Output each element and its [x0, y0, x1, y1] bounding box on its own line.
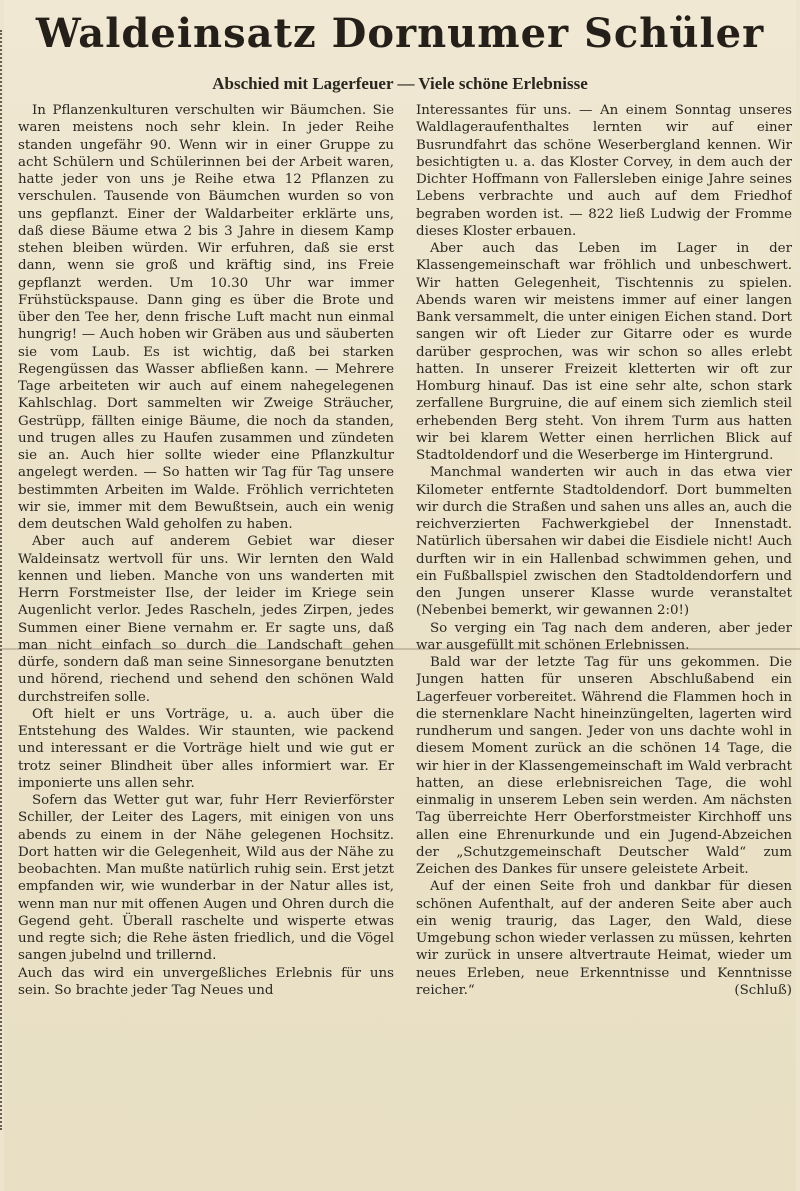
right-column: [416, 102, 792, 1182]
subheadline: Abschied mit Lagerfeuer — Viele schöne Erlebnisse: [212, 74, 588, 93]
paragraph: Aber auch das Leben im Lager in der Klassengemeinschaft war fröhlich und unbeschwert. Wir hatten Gelegenheit, Tischtennis zu spielen. Abends waren wir meistens immer auf einer langen Bank versammelt, die unter einigen Eichen stand. Dort sangen wir oft Lieder zur Gitarre oder es wurde darüber gesprochen, was wir schon so alles erlebt hatten. In unserer Freizeit kletterten wir oft zur Homburg hinauf. Das ist eine sehr alte, schon stark zerfallene Burgruine, die auf einem sich ziemlich steil erhebenden Berg steht. Von ihrem Turm aus hatten wir bei klarem Wetter einen herrlichen Blick auf Stadtoldendorf und die Weserberge im Hintergrund.: [416, 241, 792, 463]
paragraph: Auf der einen Seite froh und dankbar für diesen schönen Aufenthalt, auf der anderen Seite aber auch ein wenig traurig, das Lager, den Wald, diese Umgebung schon wieder verlassen zu müssen, kehrten wir zurück in unsere altvertraute Heimat, wieder um neues Erleben, neue Erkenntnisse und Kenntnisse reicher.“: [416, 879, 792, 998]
paragraph: Aber auch auf anderem Gebiet war dieser Waldeinsatz wertvoll für uns. Wir lernten den Wald kennen und lieben. Manche von uns wanderten mit Herrn Forstmeister Ilse, der leider im Kriege sein Augenlicht verlor. Jedes Rascheln, jedes Zirpen, jedes Summen einer Biene vernahm er. Er sagte uns, daß man nicht einfach so durch die Landschaft gehen dürfe, sondern daß man seine Sinnesorgane benutzten und hörend, riechend und sehend den schönen Wald durchstreifen solle.: [18, 534, 394, 705]
paragraph: Bald war der letzte Tag für uns gekommen. Die Jungen hatten für unseren Abschlußabend ein Lagerfeuer vorbereitet. Während die Flammen hoch in die sternenklare Nacht hineinzüngelten, lagerten wird rundherum und sangen. Jeder von uns dachte wohl in diesem Moment zurück an die schönen 14 Tage, die wir hier in der Klassengemeinschaft im Wald verbracht hatten, an diese erlebnisreichen Tage, die wohl einmalig in unserem Leben sein werden. Am nächsten Tag überreichte Herr Oberforstmeister Kirchhoff uns allen eine Ehrenurkunde und ein Jugend-Abzeichen der „Schutzgemeinschaft Deutscher Wald“ zum Zeichen des Dankes für unsere geleistete Arbeit.: [416, 655, 792, 877]
paragraph: Interessantes für uns. — An einem Sonntag unseres Waldlageraufenthaltes lernten wir auf einer Busrundfahrt das schöne Weserbergland kennen. Wir besichtigten u. a. das Kloster Corvey, in dem auch der Dichter Hoffmann von Fallersleben einige Jahre seines Lebens verbrachte und auch auf dem Friedhof begraben worden ist. — 822 ließ Ludwig der Fromme dieses Kloster erbauen.: [416, 103, 792, 239]
paragraph: Manchmal wanderten wir auch in das etwa vier Kilometer entfernte Stadtoldendorf. Dort bummelten wir durch die Straßen und sahen uns alles an, auch die reichverzierten Fachwerkgiebel der Innenstadt. Natürlich übersahen wir dabei die Eisdiele nicht! Auch durften wir in ein Hallenbad schwimmen gehen, und ein Fußballspiel zwischen den Stadtoldendorfern und den Jungen unserer Klasse wurde veranstaltet (Nebenbei bemerkt, wir gewannen 2:0!): [416, 465, 792, 619]
perforated-edge: [0, 30, 10, 1130]
paragraph: Sofern das Wetter gut war, fuhr Herr Revierförster Schiller, der Leiter des Lagers, mit einigen von uns abends zu einem in der Nähe gelegenen Hochsitz. Dort hatten wir die Gelegenheit, Wild aus der Nähe zu beobachten. Man mußte natürlich ruhig sein. Erst jetzt empfanden wir, wie wunderbar in der Natur alles ist, wenn man nur mit offenen Augen und Ohren durch die Gegend geht. Überall raschelte und wisperte etwas und regte sich; die Rehe ästen friedlich, und die Vögel sangen jubelnd und trillernd.: [18, 793, 394, 964]
paragraph: So verging ein Tag nach dem anderen, aber jeder war ausgefüllt mit schönen Erlebnissen.: [416, 620, 792, 653]
article-body: [18, 102, 792, 1182]
paragraph: In Pflanzenkulturen verschulten wir Bäumchen. Sie waren meistens noch sehr klein. In jeder Reihe standen ungefähr 90. Wenn wir in einer Gruppe zu acht Schülern und Schülerinnen bei der Arbeit waren, hatte jeder von uns je Reihe etwa 12 Pflanzen zu verschulen. Tausende von Bäumchen wurden so von uns gepflanzt. Einer der Waldarbeiter erklärte uns, daß diese Bäume etwa 2 bis 3 Jahre in diesem Kamp stehen bleiben würden. Wir erfuhren, daß sie erst dann, wenn sie groß und kräftig sind, ins Freie gepflanzt werden. Um 10.30 Uhr war immer Frühstückspause. Dann ging es über die Brote und über den Tee her, denn frische Luft macht nun einmal hungrig! — Auch hoben wir Gräben aus und säuberten sie vom Laub. Es ist wichtig, daß bei starken Regengüssen das Wasser abfließen kann. — Mehrere Tage arbeiteten wir auch auf einem nahegelegenen Kahlschlag. Dort sammelten wir Zweige Sträucher, Gestrüpp, fällten einige Bäume, die noch da standen, und trugen alles zu Haufen zusammen und zündeten sie an. Auch hier sollte wieder eine Pflanzkultur angelegt werden. — So hatten wir Tag für Tag unsere bestimmten Arbeiten im Walde. Fröhlich verrichteten wir sie, immer mit dem Bewußtsein, auch ein wenig dem deutschen Wald geholfen zu haben.: [18, 103, 394, 532]
paragraph: Auch das wird ein unvergeßliches Erlebnis für uns sein. So brachte jeder Tag Neues und: [18, 965, 394, 998]
signoff: (Schluß): [734, 982, 792, 998]
paragraph: Oft hielt er uns Vorträge, u. a. auch über die Entstehung des Waldes. Wir staunten, wie packend und interessant er die Vorträge hielt und wie gut er trotz seiner Blindheit über alles informiert war. Er imponierte uns allen sehr.: [18, 706, 394, 791]
headline: Waldeinsatz Dornumer Schüler: [35, 10, 765, 57]
left-column: [18, 102, 394, 1182]
paper-fold-line: [0, 648, 800, 650]
